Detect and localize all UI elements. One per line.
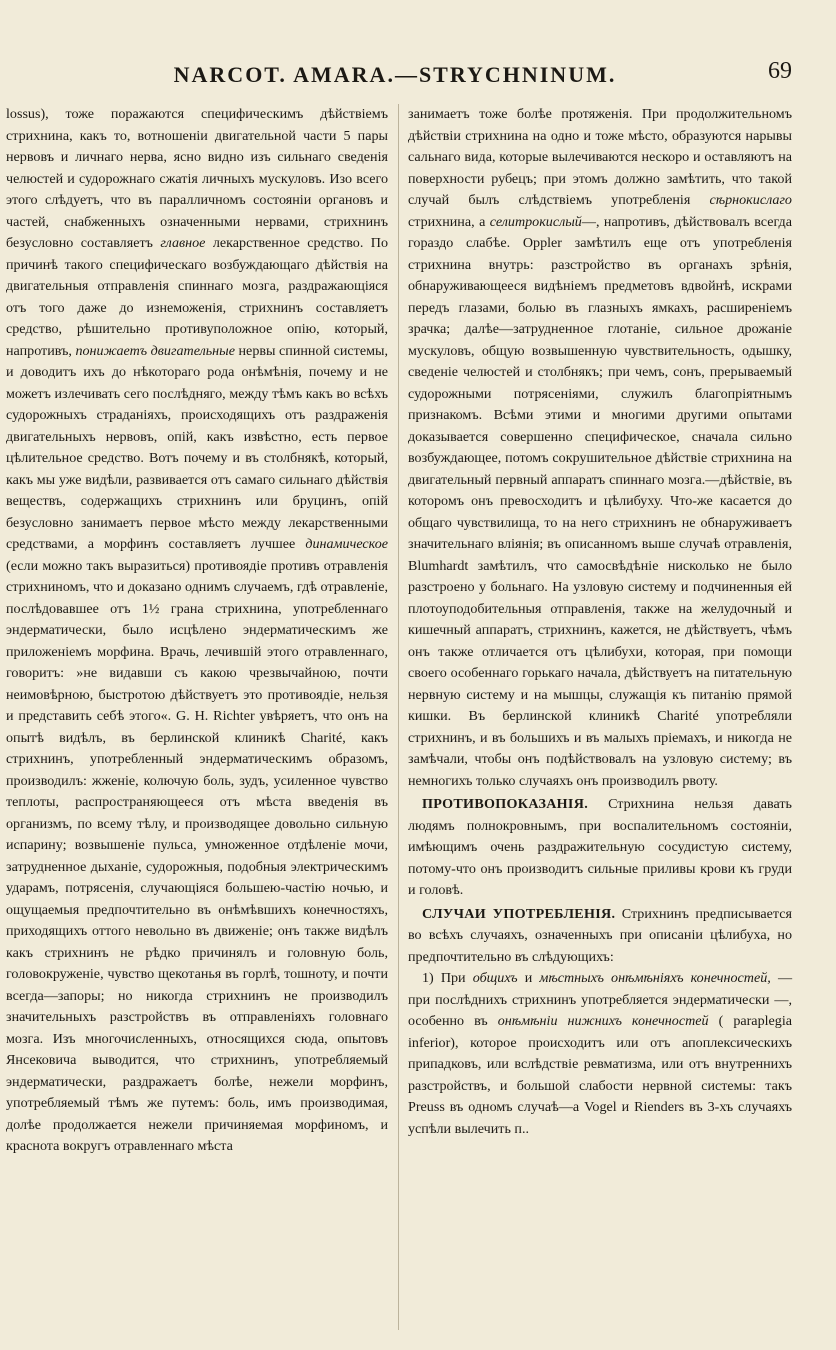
left-column — [6, 104, 388, 1158]
text-run: и — [524, 970, 533, 986]
text-run: Стрихнинъ предписывается во всѣхъ случаяхъ, означенныхъ при описаніи цѣлибуха, но предпочтительно въ слѣдующихъ: — [408, 905, 793, 965]
usage-cases-paragraph — [408, 904, 792, 969]
text-run: нервы спинной системы, и доводитъ ихъ до нѣкотораго рода онѣмѣнія, почему и не можетъ излечивать сего послѣдняго, между тѣмъ какъ во всѣхъ судорожныхъ страданіяхъ, происходящихъ отъ раздраженія двигательныхъ нервовъ, опій, какъ извѣстно, есть первое цѣлительное средство. Вотъ почему и въ столбнякѣ, который, какъ мы уже видѣли, развивается отъ самаго сильнаго дѣйствія веществъ, содержащихъ стрихнинъ или бруцинъ, опій безусловно занимаетъ первое мѣсто между лекарственными средствами, а морфинъ составляетъ лучшее — [6, 342, 388, 552]
text-run: (если можно такъ выразиться) противоядіе противъ отравленія стрихниномъ, что и доказано однимъ случаемъ, гдѣ отравленіе, послѣдовавшее отъ 1½ грана стрихнина, употребленнаго эндерматически, было исцѣлено эндерматическимъ же приложеніемъ морфина. Врачь, лечившій этого отравленнаго, говоритъ: »не видавши съ какою чрезвычайною, почти неимовѣрною, быстротою дѣйствуетъ это противоядіе, нельзя и представить себѣ этого«. G. H. Richter увѣряетъ, что онъ на опытѣ видѣлъ, въ берлинской клиникѣ Charité, какъ стрихнинъ, употребленный эндерматическимъ образомъ, производилъ: жженіе, колючую боль, зудъ, усиленное чувство теплоты, распространяющееся отъ мѣста введенія въ организмъ, по всему тѣлу, и производящее довольно сильную испарину; возвышеніе пульса, умноженное отдѣленіе мочи, затрудненное дыханіе, судорожныя, подобныя электрическимъ ударамъ, потрясенія, случающіяся большею-частію ночью, и ощущаемыя предпочтительно въ онѣмѣвшихъ конечностяхъ, приходящихъ оттого невольно въ движеніе; онъ также видѣлъ какъ стрихнинъ не рѣдко причинялъ и головную боль, головокруженіе, чувство щекотанья въ горлѣ, тошноту, и почти всегда—запоры; но никогда стрихнинъ не производилъ значительныхъ разстройствъ въ отправленіяхъ головнаго мозга. Изъ многочисленныхъ, относящихся сюда, опытовъ Янсековича выводится, что стрихнинъ, употребляемый эндерматически, раздражаетъ болѣе, нежели морфинъ, употребляемый тѣмъ же путемъ: боль, имъ производимая, долѣе продолжается нежели причиняемая морфиномъ, и краснота вокругъ отравленнаго мѣста — [6, 557, 388, 1154]
left-paragraph — [6, 104, 388, 1158]
text-run: Стрихнина нельзя давать людямъ полнокровнымъ, при воспалительномъ состояніи, имѣющимъ очень раздражительную сосудистую систему, потому-что онъ производитъ сильные приливы крови къ груди и головѣ. — [408, 796, 792, 898]
text-run: занимаетъ тоже болѣе протяженія. При продолжительномъ дѣйствіи стрихнина на одно и тоже мѣсто, образуются нарывы сальнаго вида, которые вылечиваются нескоро и оставляютъ на поверхности рубецъ; при этомъ должно замѣтить, что такой случай былъ слѣдствіемъ употребленія — [408, 106, 792, 208]
emphasis: динамическое — [305, 536, 389, 552]
text-run: 1) При — [422, 970, 466, 986]
emphasis: селитрокислый — [489, 213, 582, 230]
section-heading-usage-cases: СЛУЧАИ УПОТРЕБЛЕНІЯ. — [422, 905, 616, 922]
emphasis: главное — [160, 235, 206, 251]
section-heading-contraindications: ПРОТИВОПОКАЗАНІЯ. — [422, 796, 589, 812]
emphasis: мѣстныхъ онѣмѣніяхъ конечностей, — [539, 970, 771, 986]
text-run: lossus), тоже поражаются специфическимъ дѣйствіемъ стрихнина, какъ то, вотношеніи двигательной части 5 пары нервовъ и личнаго нерва, ясно видно изъ сильнаго сведенія челюстей и судорожнаго сжатія личныхъ мускуловъ. Изо всего этого слѣдуетъ, что въ паралличномъ состояніи органовъ и частей, снабженныхъ означенными нервами, стрихнинъ безусловно составляетъ — [6, 106, 388, 251]
usage-item-1 — [408, 968, 792, 1140]
column-divider — [398, 104, 399, 1330]
contraindications-paragraph — [408, 794, 792, 902]
text-run: ( paraplegia inferior), которое происходитъ или отъ апоплексическихъ припадковъ, или вслѣдствіе ревматизма, или отъ внутреннихъ разстройствъ, и большой слабости нервной системы: такъ Preuss въ одномъ случаѣ—а Vogel и Rienders въ 3-хъ случаяхъ успѣли вылечить п.. — [408, 1013, 793, 1137]
emphasis: сѣрнокислаго — [709, 192, 792, 208]
text-run: —, напротивъ, дѣйствовалъ всегда гораздо слабѣе. Oppler замѣтилъ еще отъ употребленія стрихнина внутрь: разстройство въ органахъ зрѣнія, обнаруживающееся видѣніемъ предметовъ вдвойнѣ, искрами передъ глазами, болью въ глазныхъ ямкахъ, расширеніемъ зрачка; далѣе—затрудненное глотаніе, сильное дрожаніе мускуловъ, общую возвышенную чувствительность, одышку, сведеніе челюстей и столбнякъ; при чемъ, сонъ, прерываемый судорожными потрясеніями, служилъ благопріятнымъ признакомъ. Всѣми этими и многими другими опытами доказывается совершенно специфическое, сначала сильно возбуждающее, потомъ сокрушительное дѣйствіе стрихнина на двигательный первный аппаратъ спиннаго мозга.—дѣйствіе, въ которомъ онъ превосходитъ и цѣлибуху. Что-же касается до общаго чувствилища, то на него стрихнинъ не обнаруживаетъ значительнаго вліянія; въ описанномъ выше случаѣ отравленія, Blumhardt замѣтилъ, что самосвѣдѣніе нисколько не было разстроено у больнаго. На узловую систему и подчиненныя ей плотоуподобительныя отправленія, также на желудочный и кишечный аппаратъ, стрихнинъ, кажется, не дѣйствуетъ, чѣмъ онъ также отличается отъ цѣлибухи, которая, при помощи своего особеннаго горькаго начала, дѣйствуетъ на питательную нервную систему и на мышцы, служащія къ питанію прямой кишки. Въ берлинской клиникѣ Charité употребляли стрихнинъ, и въ большихъ и въ малыхъ пріемахъ, и никогда не замѣчали, чтобы онъ подѣйствовалъ на узловую систему; въ немногихъ только случаяхъ онъ производилъ рвоту. — [408, 213, 792, 789]
emphasis: общихъ — [472, 970, 518, 986]
emphasis: понижаетъ двигательные — [75, 342, 235, 359]
right-column — [408, 104, 792, 1140]
right-paragraph — [408, 104, 792, 792]
page-number: 69 — [768, 58, 792, 84]
running-head: NARCOT. AMARA.—STRYCHNINUM. — [173, 62, 617, 87]
text-run: стрихнина, а — [408, 213, 486, 230]
emphasis: онѣмѣніи нижнихъ конечностей — [497, 1013, 709, 1029]
text-run: лекарственное средство. По причинѣ такого специфическаго возбуждающаго дѣйствія на двигательныя отправленія спиннаго мозга, раздражающіяся отъ того даже до изнеможенія, стрихнинъ составляетъ средство, рѣшительно противуположное опію, который, напротивъ, — [6, 235, 388, 359]
text-run: — при послѣднихъ стрихнинъ употребляется эндерматически —, особенно въ — [408, 970, 793, 1029]
